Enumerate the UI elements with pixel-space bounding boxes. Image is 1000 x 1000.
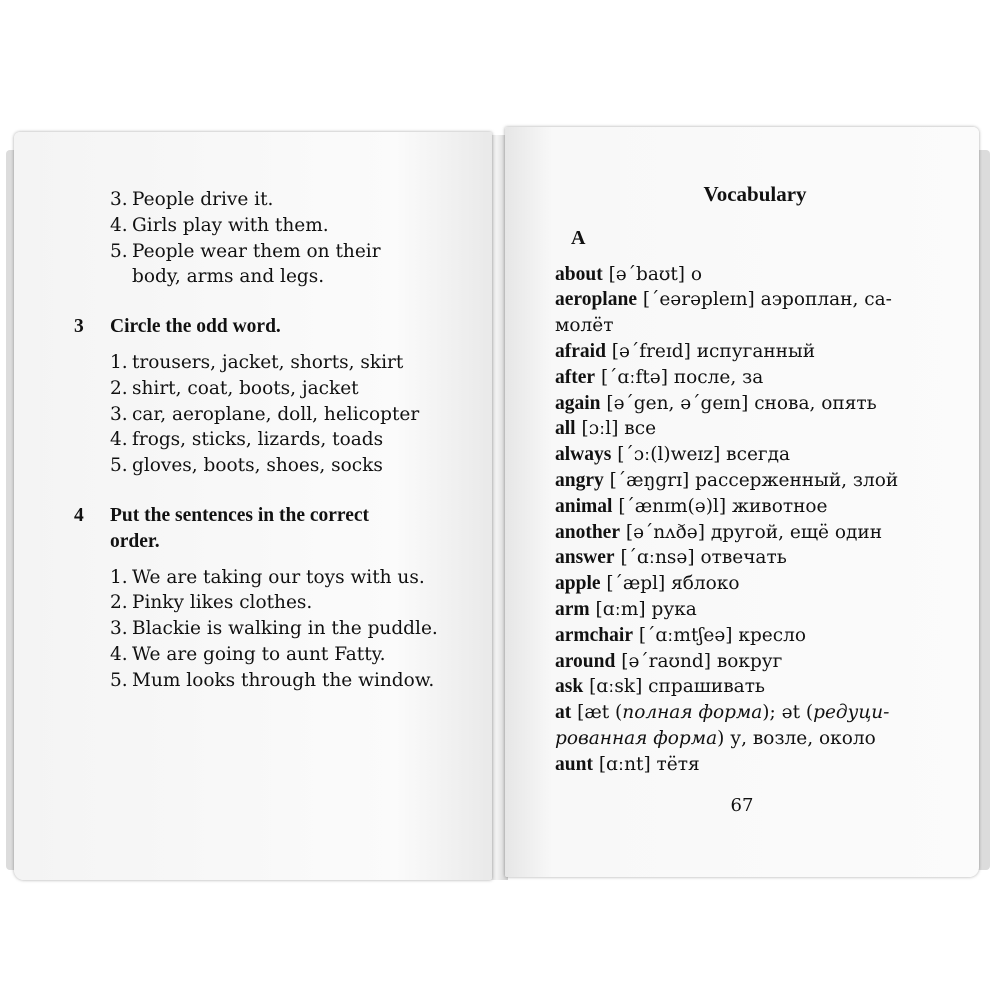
item-text: trousers, jacket, shorts, skirt (132, 351, 404, 373)
entry-word: angry (555, 469, 604, 491)
entry-word: another (555, 521, 620, 543)
entry-definition: [ˊɑːftə] после, за (595, 366, 764, 388)
list-item (110, 187, 462, 213)
list-item (110, 453, 462, 479)
item-text: Mum looks through the window. (132, 669, 435, 691)
entry-word: arm (555, 598, 590, 620)
item-number: 1. (110, 566, 128, 588)
left-page (14, 132, 492, 880)
page-number: 67 (730, 795, 754, 816)
vocabulary-entry-continuation (555, 313, 955, 339)
entry-definition: [ɑːm] рука (589, 598, 697, 620)
item-text: frogs, sticks, lizards, toads (132, 429, 384, 451)
item-text: We are taking our toys with us. (132, 566, 425, 588)
list-item (110, 668, 462, 694)
entry-definition: молёт (555, 315, 614, 337)
vocabulary-entry (555, 442, 955, 468)
task-number: 3 (74, 316, 84, 338)
entry-word: animal (555, 495, 613, 517)
task-number: 4 (74, 504, 84, 526)
entry-word: aunt (555, 753, 593, 775)
item-text: gloves, boots, shoes, socks (132, 455, 383, 477)
task-heading (74, 503, 462, 555)
entry-word: all (555, 418, 576, 440)
vocabulary-entry (555, 674, 955, 700)
entry-note-italic: рованная форма (555, 727, 718, 749)
entry-note-italic: полная форма (622, 702, 763, 724)
vocabulary-entry (555, 287, 955, 313)
item-text: Blackie is walking in the puddle. (132, 618, 438, 640)
entry-definition: [ˊæŋgrɪ] рассерженный, злой (603, 469, 899, 491)
item-text: People drive it. (132, 189, 274, 210)
entry-word: after (555, 366, 596, 388)
item-number: 4. (110, 643, 128, 665)
task-instruction-line1: Put the sentences in the correct (110, 504, 370, 526)
entry-note-italic: редуци- (813, 702, 890, 724)
vocabulary-entry (555, 649, 955, 675)
entry-word: at (555, 702, 572, 724)
item-number: 5. (110, 669, 128, 691)
entry-definition: [ˊɑːmtʃeə] кресло (632, 624, 807, 646)
item-text: shirt, coat, boots, jacket (132, 377, 359, 399)
vocabulary-entry (555, 494, 955, 520)
entry-word: ask (555, 676, 584, 698)
entry-definition-part: ); ət ( (762, 702, 814, 724)
item-number: 5. (110, 455, 128, 477)
entry-word: aeroplane (555, 289, 637, 311)
vocabulary-entry (555, 339, 955, 365)
entry-word: apple (555, 573, 601, 595)
item-text: Girls play with them. (132, 214, 329, 236)
entry-definition: [əˊraʊnd] вокруг (615, 650, 783, 672)
page-title: Vocabulary (703, 182, 807, 206)
item-number: 3. (110, 189, 128, 210)
entry-definition: [ˊɑːnsə] отвечать (614, 547, 787, 569)
item-number: 2. (110, 592, 128, 614)
vocabulary-entry (555, 623, 955, 649)
right-page (505, 127, 979, 877)
task-instruction-line2: order. (110, 530, 160, 552)
list-item (110, 427, 462, 453)
vocabulary-entry-at (555, 700, 955, 726)
entry-definition: [əˊfreɪd] испуганный (605, 340, 816, 362)
list-item (110, 350, 462, 376)
vocabulary-entry-continuation (555, 726, 955, 752)
list-item (110, 565, 462, 591)
entry-definition: [ɑːnt] тётя (592, 753, 700, 775)
vocabulary-entry (555, 468, 955, 494)
entry-definition: [əˊnʌðə] другой, ещё один (620, 521, 883, 543)
vocabulary-entry (555, 391, 955, 417)
item-number: 1. (110, 351, 128, 373)
vocabulary-entry (555, 597, 955, 623)
item-text-line2: body, arms and legs. (132, 266, 325, 288)
list-item (110, 239, 462, 291)
entry-word: again (555, 392, 601, 414)
list-item (110, 213, 462, 239)
entry-definition: [əˊgen, əˊgeɪn] снова, опять (600, 392, 877, 414)
entry-definition: [ˊeərəpleɪn] аэроплан, са- (636, 289, 892, 311)
item-text: Pinky likes clothes. (132, 592, 313, 614)
item-number: 4. (110, 214, 128, 236)
entry-definition-part: [æt ( (571, 702, 623, 724)
list-item (110, 376, 462, 402)
entry-definition: [ˊæpl] яблоко (600, 573, 740, 595)
entry-word: armchair (555, 624, 633, 646)
vocabulary-entry (555, 520, 955, 546)
vocabulary-list (555, 262, 955, 778)
item-number: 4. (110, 429, 128, 451)
entry-definition-part: ) у, возле, около (717, 727, 876, 749)
vocabulary-entry (555, 262, 955, 288)
list-item (110, 590, 462, 616)
item-number: 5. (110, 240, 128, 262)
vocabulary-entry (555, 416, 955, 442)
list-item (110, 616, 462, 642)
section-letter: A (571, 226, 586, 249)
item-number: 3. (110, 403, 128, 425)
item-text: We are going to aunt Fatty. (132, 643, 386, 665)
vocabulary-entry (555, 545, 955, 571)
item-text: car, aeroplane, doll, helicopter (132, 403, 420, 425)
entry-word: around (555, 650, 616, 672)
vocabulary-entry (555, 571, 955, 597)
right-page-content (555, 177, 955, 778)
task-heading (74, 314, 462, 340)
entry-word: about (555, 263, 603, 285)
entry-definition: [ɑːsk] спрашивать (583, 676, 766, 698)
vocabulary-entry (555, 365, 955, 391)
entry-definition: [ˊɔː(l)weɪz] всегда (611, 444, 791, 466)
list-item (110, 402, 462, 428)
vocabulary-entry (555, 752, 955, 778)
entry-definition: [ˊænɪm(ə)l] животное (612, 495, 828, 517)
entry-word: afraid (555, 340, 606, 362)
item-number: 3. (110, 618, 128, 640)
entry-word: answer (555, 547, 615, 569)
entry-word: always (555, 444, 612, 466)
entry-definition: [əˊbaʊt] о (602, 263, 702, 285)
entry-definition: [ɔːl] все (575, 418, 657, 440)
list-item (110, 642, 462, 668)
item-number: 2. (110, 377, 128, 399)
left-page-content (74, 187, 462, 694)
task-instruction: Circle the odd word. (110, 316, 281, 338)
item-text-line1: People wear them on their (132, 240, 381, 262)
